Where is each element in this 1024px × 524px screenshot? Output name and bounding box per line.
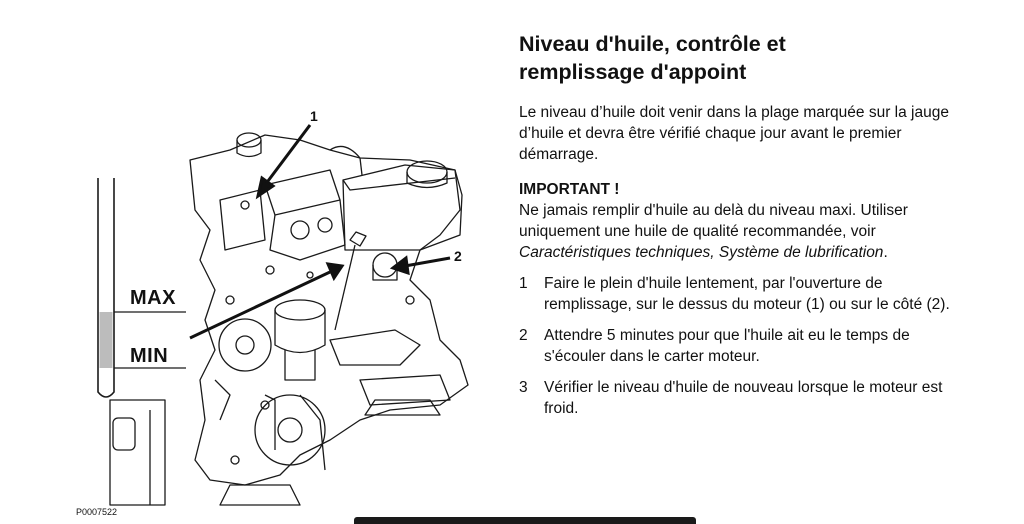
step-number: 1	[519, 275, 528, 292]
step-text: Faire le plein d'huile lentement, par l'ouverture de remplissage, sur le dessus du moteur (1) ou sur le côté (2).	[544, 275, 950, 313]
important-end: .	[883, 244, 888, 261]
callout-1: 1	[310, 108, 318, 124]
instructions-column	[519, 30, 959, 429]
step-text: Vérifier le niveau d'huile de nouveau lorsque le moteur est froid.	[544, 379, 943, 417]
steps-list	[519, 273, 959, 419]
step-number: 2	[519, 327, 528, 344]
min-label: MIN	[130, 345, 169, 367]
important-heading: IMPORTANT !	[519, 181, 620, 198]
step-text: Attendre 5 minutes pour que l'huile ait eu le temps de s'écouler dans le carter moteur.	[544, 327, 910, 365]
bottom-scroll-bar[interactable]	[354, 517, 696, 524]
important-paragraph	[519, 200, 959, 263]
oil-level-band	[100, 312, 113, 368]
max-label: MAX	[130, 287, 176, 309]
step-number: 3	[519, 379, 528, 396]
figure-reference: P0007522	[76, 507, 118, 517]
section-title	[519, 30, 959, 86]
title-line-1: Niveau d'huile, contrôle et	[519, 32, 786, 56]
step-item	[519, 273, 959, 315]
engine-figure	[0, 0, 500, 524]
step-item	[519, 325, 959, 367]
callout-2: 2	[454, 248, 462, 264]
title-line-2: remplissage d'appoint	[519, 60, 747, 84]
intro-paragraph: Le niveau d’huile doit venir dans la plage marquée sur la jauge d’huile et devra être vérifié chaque jour avant le premier démarrage.	[519, 104, 949, 163]
important-reference: Caractéristiques techniques, Système de lubrification	[519, 244, 884, 261]
engine-illustration	[0, 0, 500, 524]
step-item	[519, 377, 959, 419]
important-text: Ne jamais remplir d'huile au delà du niveau maxi. Utiliser uniquement une huile de qualité recommandée, voir	[519, 202, 908, 240]
